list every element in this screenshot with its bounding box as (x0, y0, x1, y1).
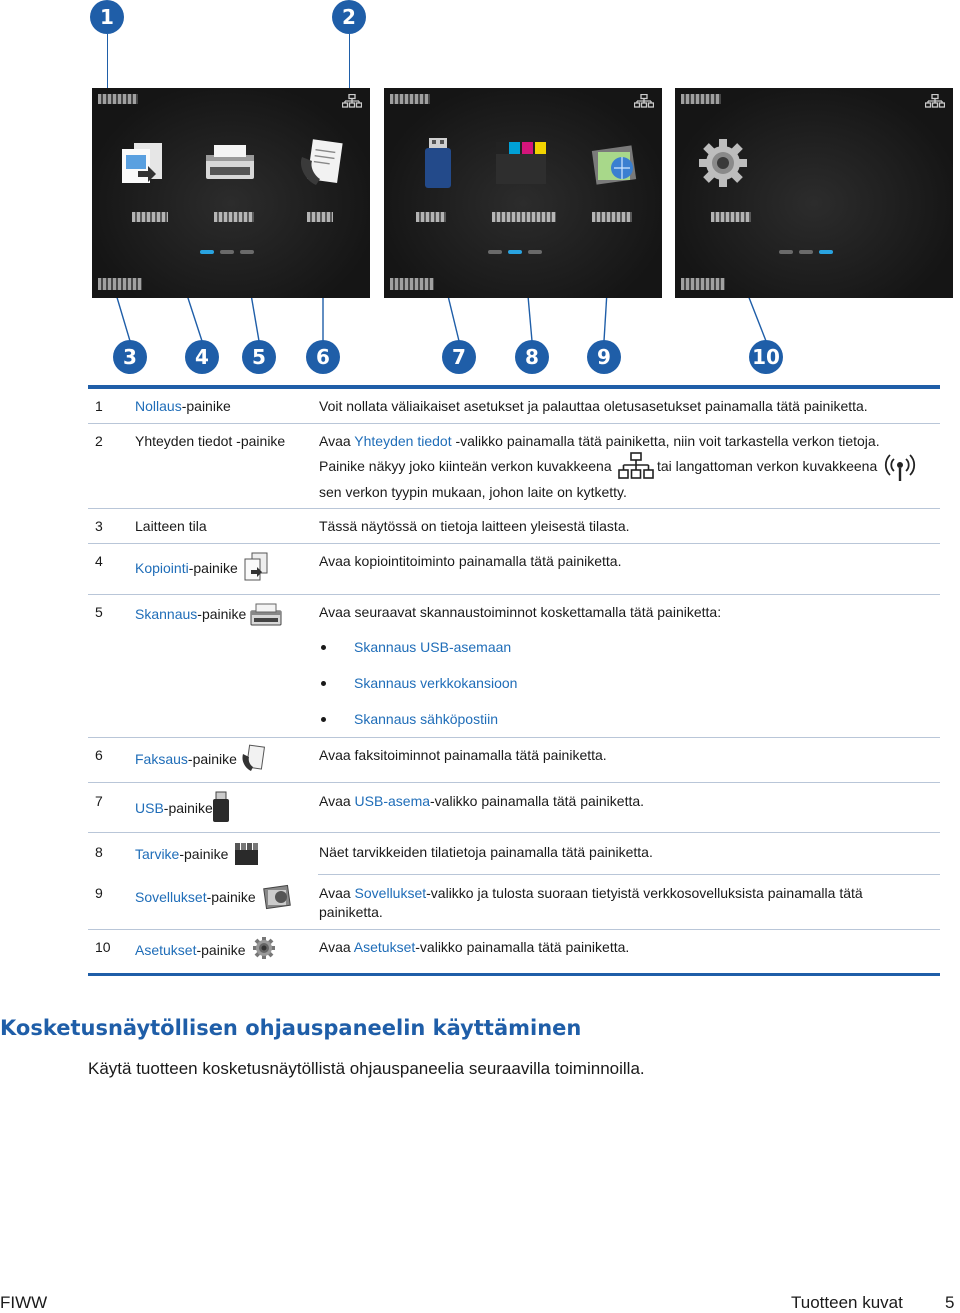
row-description: Avaa Yhteyden tiedot -valikko painamalla tätä painiketta, niin voit tarkastella verkon tietoja. (319, 433, 880, 449)
row-label: Faksaus-painike (135, 751, 237, 767)
settings-menu-link[interactable]: Asetukset (353, 939, 416, 955)
row-divider (88, 543, 940, 544)
supplies-icon[interactable] (492, 128, 552, 198)
network-icon[interactable] (342, 94, 362, 108)
bullet (321, 717, 326, 722)
fax-icon[interactable] (290, 128, 350, 198)
usb-drive-link[interactable]: USB-asema (354, 793, 431, 809)
control-panel-screen-2 (384, 88, 662, 298)
row-description: Avaa faksitoiminnot painamalla tätä painiketta. (319, 747, 607, 763)
copy-icon (243, 552, 269, 582)
page-indicator (200, 250, 254, 254)
scan-to-network-folder-link[interactable]: Skannaus verkkokansioon (354, 675, 518, 691)
usb-label (416, 212, 446, 222)
copy-label (132, 212, 168, 222)
row-description: Avaa kopiointitoiminto painamalla tätä painiketta. (319, 553, 622, 569)
scan-label (214, 212, 254, 222)
row-description-line2: painiketta. (319, 904, 383, 920)
table-top-rule (88, 385, 940, 389)
callout-7: 7 (442, 340, 476, 374)
supplies-label (492, 212, 556, 222)
device-status[interactable] (681, 278, 725, 290)
row-divider (88, 737, 940, 738)
apps-link[interactable]: Sovellukset (135, 889, 207, 905)
row-number: 7 (95, 793, 103, 809)
row-number: 8 (95, 844, 103, 860)
row-number: 1 (95, 398, 103, 414)
row-divider (88, 929, 940, 930)
wireless-network-icon (884, 452, 916, 482)
row-divider (88, 782, 940, 783)
row-description: Voit nollata väliaikaiset asetukset ja palauttaa oletusasetukset painamalla tätä painiketta. (319, 398, 868, 414)
callout-9: 9 (587, 340, 621, 374)
row-number: 9 (95, 885, 103, 901)
section-intro: Käytä tuotteen kosketusnäytöllistä ohjauspaneelia seuraavilla toiminnoilla. (88, 1059, 645, 1078)
row-divider (88, 594, 940, 595)
row-description: Avaa Sovellukset-valikko ja tulosta suoraan tietyistä verkkosovelluksista painamalla tätä (319, 885, 863, 901)
reset-button[interactable] (390, 94, 430, 104)
footer-chapter-title: Tuotteen kuvat (791, 1293, 903, 1312)
row-number: 10 (95, 939, 111, 955)
row-description: Avaa USB-asema-valikko painamalla tätä painiketta. (319, 793, 645, 809)
usb-icon[interactable] (408, 128, 468, 198)
row-number: 5 (95, 604, 103, 620)
row-label: USB-painike (135, 800, 213, 816)
footer-locale: FIWW (0, 1293, 48, 1312)
supplies-icon (234, 842, 260, 866)
row-description-line3: sen verkon tyypin mukaan, johon laite on kytketty. (319, 484, 627, 500)
bullet (321, 681, 326, 686)
control-panel-screen-3 (675, 88, 953, 298)
row-label: Skannaus-painike (135, 606, 247, 622)
wired-network-icon (618, 452, 654, 480)
settings-link[interactable]: Asetukset (135, 942, 197, 958)
scan-to-email-link[interactable]: Skannaus sähköpostiin (354, 711, 498, 727)
settings-gear-icon (252, 936, 276, 960)
row-number: 4 (95, 553, 103, 569)
callout-1: 1 (90, 0, 124, 34)
row-label: Kopiointi-painike (135, 560, 238, 576)
callout-4: 4 (185, 340, 219, 374)
row-description: Avaa Asetukset-valikko painamalla tätä painiketta. (319, 939, 630, 955)
apps-icon[interactable] (584, 128, 644, 198)
scan-to-usb-link[interactable]: Skannaus USB-asemaan (354, 639, 512, 655)
reset-button[interactable] (681, 94, 721, 104)
page-indicator (488, 250, 542, 254)
apps-icon (262, 882, 292, 910)
table-bottom-rule (88, 973, 940, 976)
scan-link[interactable]: Skannaus (135, 606, 198, 622)
network-icon[interactable] (925, 94, 945, 108)
row-label: Asetukset-painike (135, 942, 246, 958)
network-icon[interactable] (634, 94, 654, 108)
row-number: 6 (95, 747, 103, 763)
row-divider (88, 423, 940, 424)
settings-label (711, 212, 751, 222)
row-description: Näet tarvikkeiden tilatietoja painamalla tätä painiketta. (319, 844, 653, 860)
callout-2: 2 (332, 0, 366, 34)
control-panel-screen-1 (92, 88, 370, 298)
fax-icon (240, 744, 266, 774)
footer-page-number: 5 (945, 1293, 955, 1312)
row-divider (88, 832, 940, 833)
copy-link[interactable]: Kopiointi (135, 560, 189, 576)
row-label: Laitteen tila (135, 518, 207, 534)
row-description-line2: Painike näkyy joko kiinteän verkon kuvakkeena (319, 458, 612, 474)
callout-5: 5 (242, 340, 276, 374)
usb-link[interactable]: USB (135, 800, 164, 816)
apps-menu-link[interactable]: Sovellukset (354, 885, 427, 901)
row-label: Sovellukset-painike (135, 889, 256, 905)
device-status[interactable] (98, 278, 142, 290)
page-indicator (779, 250, 833, 254)
usb-icon (212, 791, 230, 823)
settings-gear-icon[interactable] (693, 128, 753, 198)
fax-link[interactable]: Faksaus (135, 751, 188, 767)
callout-8: 8 (515, 340, 549, 374)
callout-6: 6 (306, 340, 340, 374)
copy-icon[interactable] (112, 128, 172, 198)
callout-3: 3 (113, 340, 147, 374)
row-number: 3 (95, 518, 103, 534)
bullet (321, 645, 326, 650)
row-divider (88, 508, 940, 509)
connection-info-link[interactable]: Yhteyden tiedot (354, 433, 452, 449)
scan-icon (250, 603, 282, 627)
row-description-line2b: tai langattoman verkon kuvakkeena (657, 458, 878, 474)
row-description: Tässä näytössä on tietoja laitteen yleisestä tilasta. (319, 518, 630, 534)
apps-label (592, 212, 632, 222)
section-heading: Kosketusnäytöllisen ohjauspaneelin käyttäminen (0, 1016, 582, 1040)
row-label: Tarvike-painike (135, 846, 229, 862)
callout-10: 10 (749, 340, 783, 374)
device-status[interactable] (390, 278, 434, 290)
supplies-link[interactable]: Tarvike (135, 846, 180, 862)
row-description: Avaa seuraavat skannaustoiminnot koskettamalla tätä painiketta: (319, 604, 722, 620)
reset-link[interactable]: Nollaus (135, 398, 182, 414)
row-label: Nollaus-painike (135, 398, 231, 414)
fax-label (307, 212, 333, 222)
row-divider (318, 874, 940, 875)
scan-icon[interactable] (200, 128, 260, 198)
row-number: 2 (95, 433, 103, 449)
reset-button[interactable] (98, 94, 138, 104)
row-label: Yhteyden tiedot -painike (135, 433, 286, 449)
